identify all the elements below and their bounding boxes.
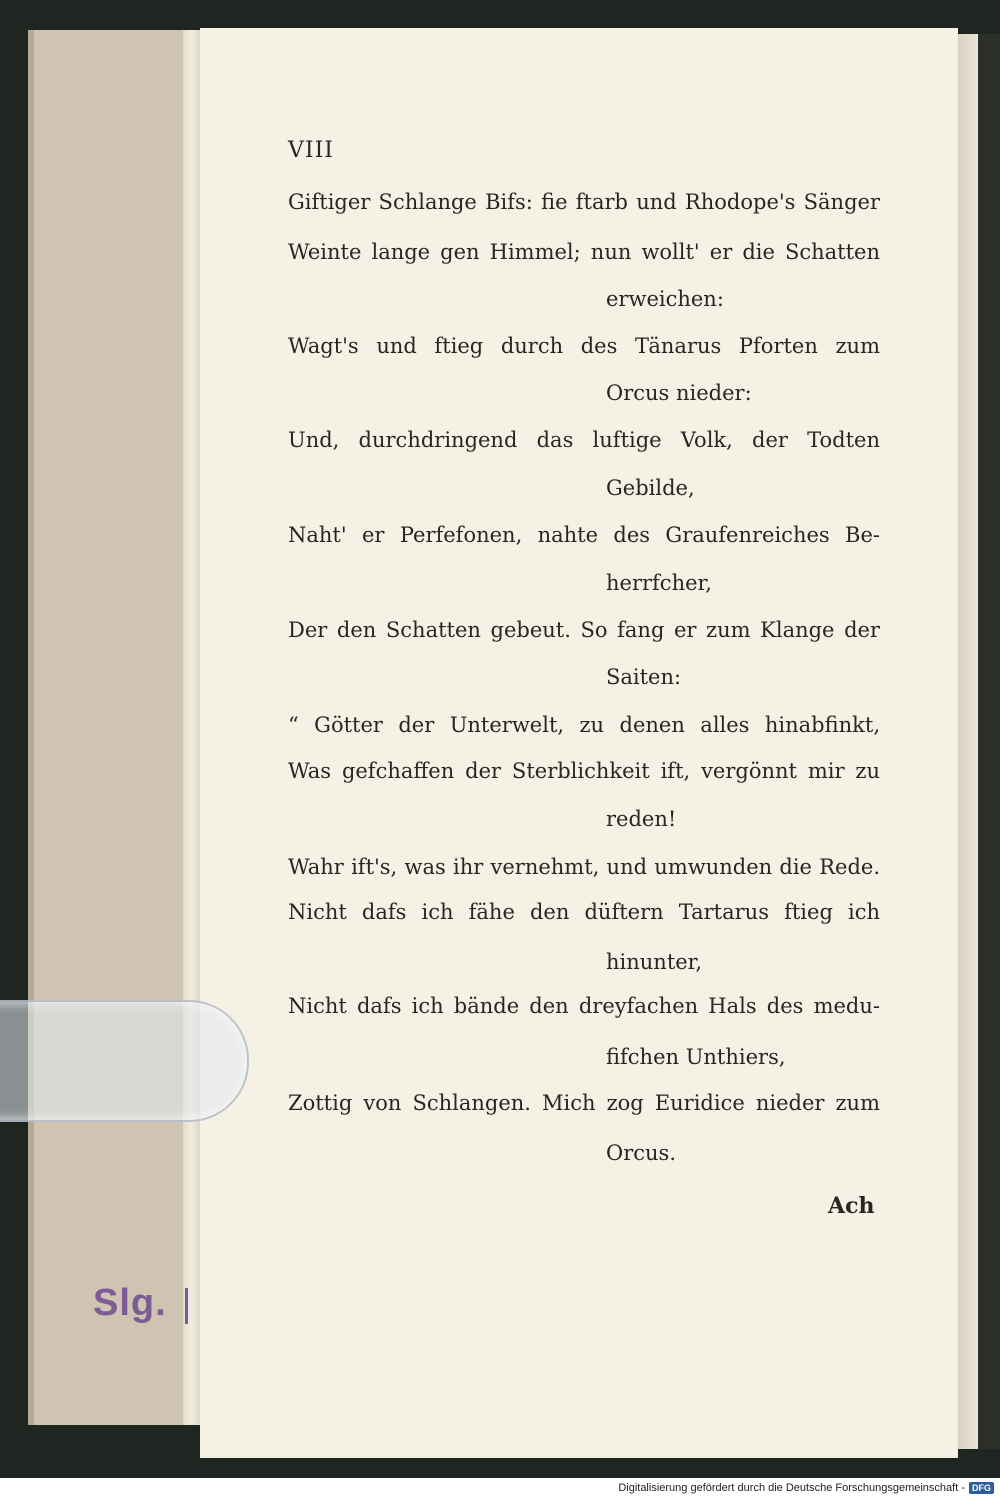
verse-continuation: Orcus nieder:: [606, 381, 752, 405]
footer-credit: Digitalisierung gefördert durch die Deutsche Forschungsgemeinschaft -: [618, 1482, 965, 1494]
page-folio: VIII: [288, 138, 334, 163]
verse-line: Und, durchdringend das luftige Volk, der Todten: [288, 428, 880, 452]
verse-line: Naht' er Perfefonen, nahte des Graufenreiches Be-: [288, 523, 880, 547]
verse-line: Wahr ift's, was ihr vernehmt, und umwunden die Rede.: [288, 855, 880, 879]
book-cover: [28, 30, 188, 1425]
plastic-clip: [0, 1000, 249, 1122]
dfg-logo-icon: DFG: [969, 1482, 994, 1494]
verse-continuation: fifchen Unthiers,: [606, 1045, 786, 1069]
verse-line: Zottig von Schlangen. Mich zog Euridice nieder zum: [288, 1091, 880, 1115]
verse-line: Was gefchaffen der Sterblichkeit ift, vergönnt mir zu: [288, 759, 880, 783]
verse-continuation: Orcus.: [606, 1141, 676, 1165]
verse-line: Nicht dafs ich bände den dreyfachen Hals des medu-: [288, 994, 880, 1018]
verse-continuation: erweichen:: [606, 287, 724, 311]
verse-line: Wagt's und ftieg durch des Tänarus Pforten zum: [288, 334, 880, 358]
scan-right-border: [978, 34, 1000, 1449]
verse-line: Weinte lange gen Himmel; nun wollt' er die Schatten: [288, 240, 880, 264]
verse-line: Giftiger Schlange Bifs: fie ftarb und Rhodope's Sänger: [288, 190, 880, 214]
verse-continuation: Gebilde,: [606, 476, 695, 500]
catchword: Ach: [828, 1193, 875, 1219]
verse-continuation: reden!: [606, 807, 677, 831]
verse-line: Nicht dafs ich fähe den düftern Tartarus ftieg ich: [288, 900, 880, 924]
digitization-footer: [618, 1482, 994, 1494]
library-stamp: Slg.: [93, 1282, 167, 1324]
verse-continuation: herrfcher,: [606, 571, 712, 595]
verse-continuation: Saiten:: [606, 665, 682, 689]
verse-continuation: hinunter,: [606, 950, 703, 974]
verse-line: Der den Schatten gebeut. So fang er zum Klange der: [288, 618, 880, 642]
verse-line: “ Götter der Unterwelt, zu denen alles hinabfinkt,: [288, 713, 880, 737]
stamp-bar: [185, 1288, 188, 1324]
